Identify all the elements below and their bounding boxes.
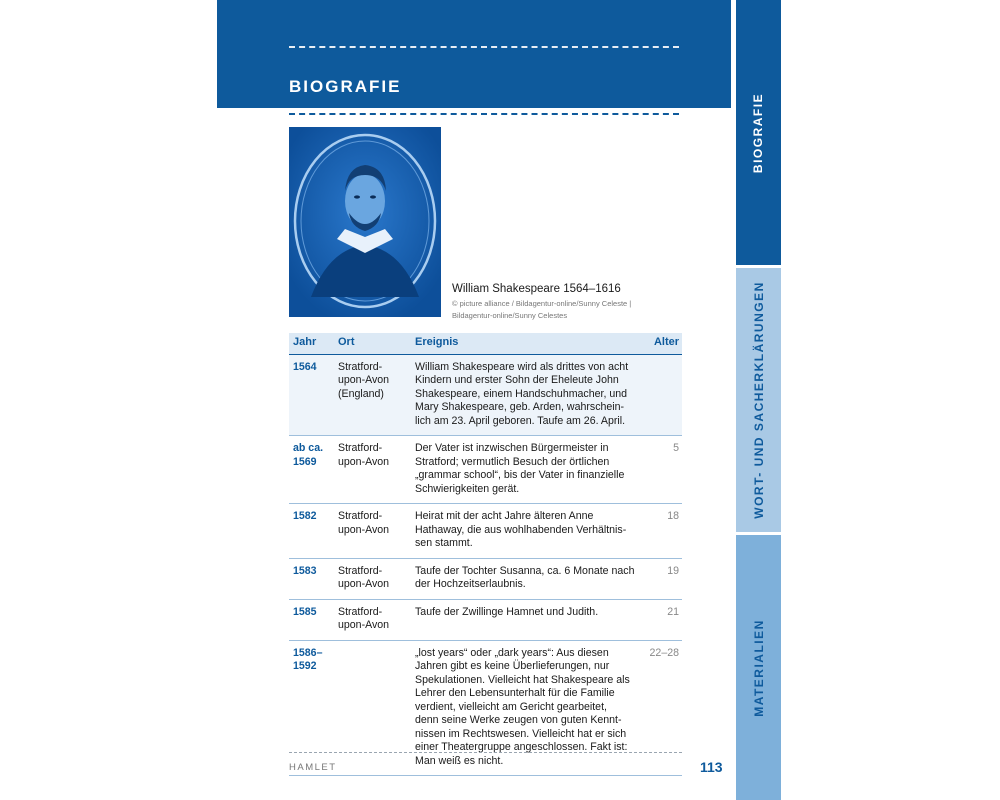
cell-place <box>334 504 411 559</box>
cell-line: upon-Avon <box>338 578 390 590</box>
tab-wort-und-sacherklaerungen[interactable] <box>736 268 781 532</box>
cell-event <box>411 504 642 559</box>
cell-place <box>334 436 411 504</box>
cell-line: Kindern und erster Sohn der Eheleute John <box>415 374 619 386</box>
page-title: BIOGRAFIE <box>289 77 402 96</box>
cell-place <box>334 640 411 776</box>
cell-line: Taufe der Tochter Susanna, ca. 6 Monate nach <box>415 564 635 577</box>
cell-line: Schwierigkeiten gerät. <box>415 482 520 495</box>
cell-line: upon-Avon <box>338 374 390 386</box>
cell-place <box>334 599 411 640</box>
header-divider <box>289 46 679 48</box>
table-row <box>289 599 682 640</box>
cell-age: 22–28 <box>642 640 682 776</box>
cell-line: (England) <box>338 387 384 400</box>
header-place: Ort <box>334 333 411 354</box>
cell-event <box>411 558 642 599</box>
cell-year <box>289 436 334 504</box>
table-body <box>289 354 682 776</box>
cell-line: Jahren gibt es keine Überlieferungen, nur <box>415 660 610 672</box>
cell-line: upon-Avon <box>338 455 390 468</box>
cell-event <box>411 436 642 504</box>
cell-line: 1585 <box>293 605 317 618</box>
cell-line: einer Theatergruppe angeschlossen. Fakt ist: <box>415 741 628 753</box>
cell-age: 5 <box>642 436 682 504</box>
cell-line: Mary Shakespeare, geb. Arden, wahrschein- <box>415 401 625 413</box>
cell-line: Stratford- <box>338 442 383 454</box>
tab-label: BIOGRAFIE <box>751 92 766 173</box>
cell-line: Spekulationen. Vielleicht hat Shakespeare als <box>415 673 630 686</box>
cell-line: lich am 23. April geboren. Taufe am 26. April. <box>415 414 626 427</box>
portrait-image <box>289 127 441 317</box>
cell-age <box>642 354 682 436</box>
cell-line: upon-Avon <box>338 523 390 536</box>
cell-year <box>289 640 334 776</box>
cell-line: Taufe der Zwillinge Hamnet und Judith. <box>415 605 599 618</box>
credit-line: © picture alliance / Bildagentur-online/Sunny Celeste | <box>452 299 632 308</box>
cell-line: 1586– <box>293 646 323 659</box>
tab-materialien[interactable] <box>736 535 781 800</box>
cell-line: 1592 <box>293 660 317 672</box>
cell-age: 19 <box>642 558 682 599</box>
cell-year <box>289 558 334 599</box>
cell-line: sen stammt. <box>415 537 473 549</box>
portrait-credit <box>452 298 652 322</box>
cell-line: 1583 <box>293 564 317 577</box>
table-header-row <box>289 333 682 354</box>
cell-line: 1564 <box>293 360 317 373</box>
cell-line: verdient, vielleicht am Gericht gearbeitet, <box>415 700 607 713</box>
cell-line: 1582 <box>293 510 317 522</box>
cell-event <box>411 354 642 436</box>
cell-event <box>411 599 642 640</box>
cell-place <box>334 558 411 599</box>
cell-line: denn seine Werke zeugen von guten Kennt- <box>415 714 622 726</box>
table-row <box>289 640 682 776</box>
cell-age: 18 <box>642 504 682 559</box>
header-age: Alter <box>642 333 682 354</box>
cell-age: 21 <box>642 599 682 640</box>
tab-label: MATERIALIEN <box>751 618 766 717</box>
biography-table <box>289 333 682 776</box>
cell-place <box>334 354 411 436</box>
cell-event <box>411 640 642 776</box>
cell-line: Heirat mit der acht Jahre älteren Anne <box>415 510 594 522</box>
cell-year <box>289 599 334 640</box>
cell-line: „lost years“ oder „dark years“: Aus diesen <box>415 646 609 659</box>
table-row <box>289 504 682 559</box>
cell-line: Stratford- <box>338 510 383 522</box>
cell-line: Shakespeare, einem Handschuhmacher, und <box>415 387 628 400</box>
cell-year <box>289 354 334 436</box>
tab-biografie[interactable] <box>736 0 781 265</box>
table-row <box>289 354 682 436</box>
table-row <box>289 436 682 504</box>
cell-line: Hathaway, die aus wohlhabenden Verhältnis- <box>415 523 627 536</box>
header-event: Ereignis <box>411 333 642 354</box>
cell-line: Lehrer den Lebensunterhalt für die Familie <box>415 687 615 699</box>
cell-line: Der Vater ist inzwischen Bürgermeister in <box>415 442 609 454</box>
cell-line: Stratford; vermutlich Besuch der örtlichen <box>415 455 610 468</box>
cell-line: Stratford- <box>338 564 383 577</box>
cell-line: Stratford- <box>338 360 383 373</box>
title-divider <box>289 113 679 115</box>
cell-line: nissen im Rechtswesen. Vielleicht hat er sich <box>415 727 627 740</box>
cell-line: Man weiß es nicht. <box>415 754 504 767</box>
cell-line: ab ca. <box>293 442 324 454</box>
footer-divider <box>289 752 682 753</box>
shakespeare-portrait <box>289 127 441 317</box>
portrait-caption: William Shakespeare 1564–1616 <box>452 283 621 295</box>
cell-line: Stratford- <box>338 605 383 618</box>
cell-line: der Hochzeitserlaubnis. <box>415 578 526 590</box>
credit-line: Bildagentur-online/Sunny Celestes <box>452 311 568 320</box>
tab-label: WORT- UND SACHERKLÄRUNGEN <box>751 281 766 519</box>
cell-line: William Shakespeare wird als drittes von acht <box>415 360 629 373</box>
cell-year <box>289 504 334 559</box>
cell-line: „grammar school“, bis der Vater in finanzielle <box>415 469 625 481</box>
page-number: 113 <box>700 759 723 775</box>
cell-line: upon-Avon <box>338 619 390 631</box>
book-title: HAMLET <box>289 762 337 773</box>
header-year: Jahr <box>289 333 334 354</box>
cell-line: 1569 <box>293 455 317 468</box>
table-row <box>289 558 682 599</box>
